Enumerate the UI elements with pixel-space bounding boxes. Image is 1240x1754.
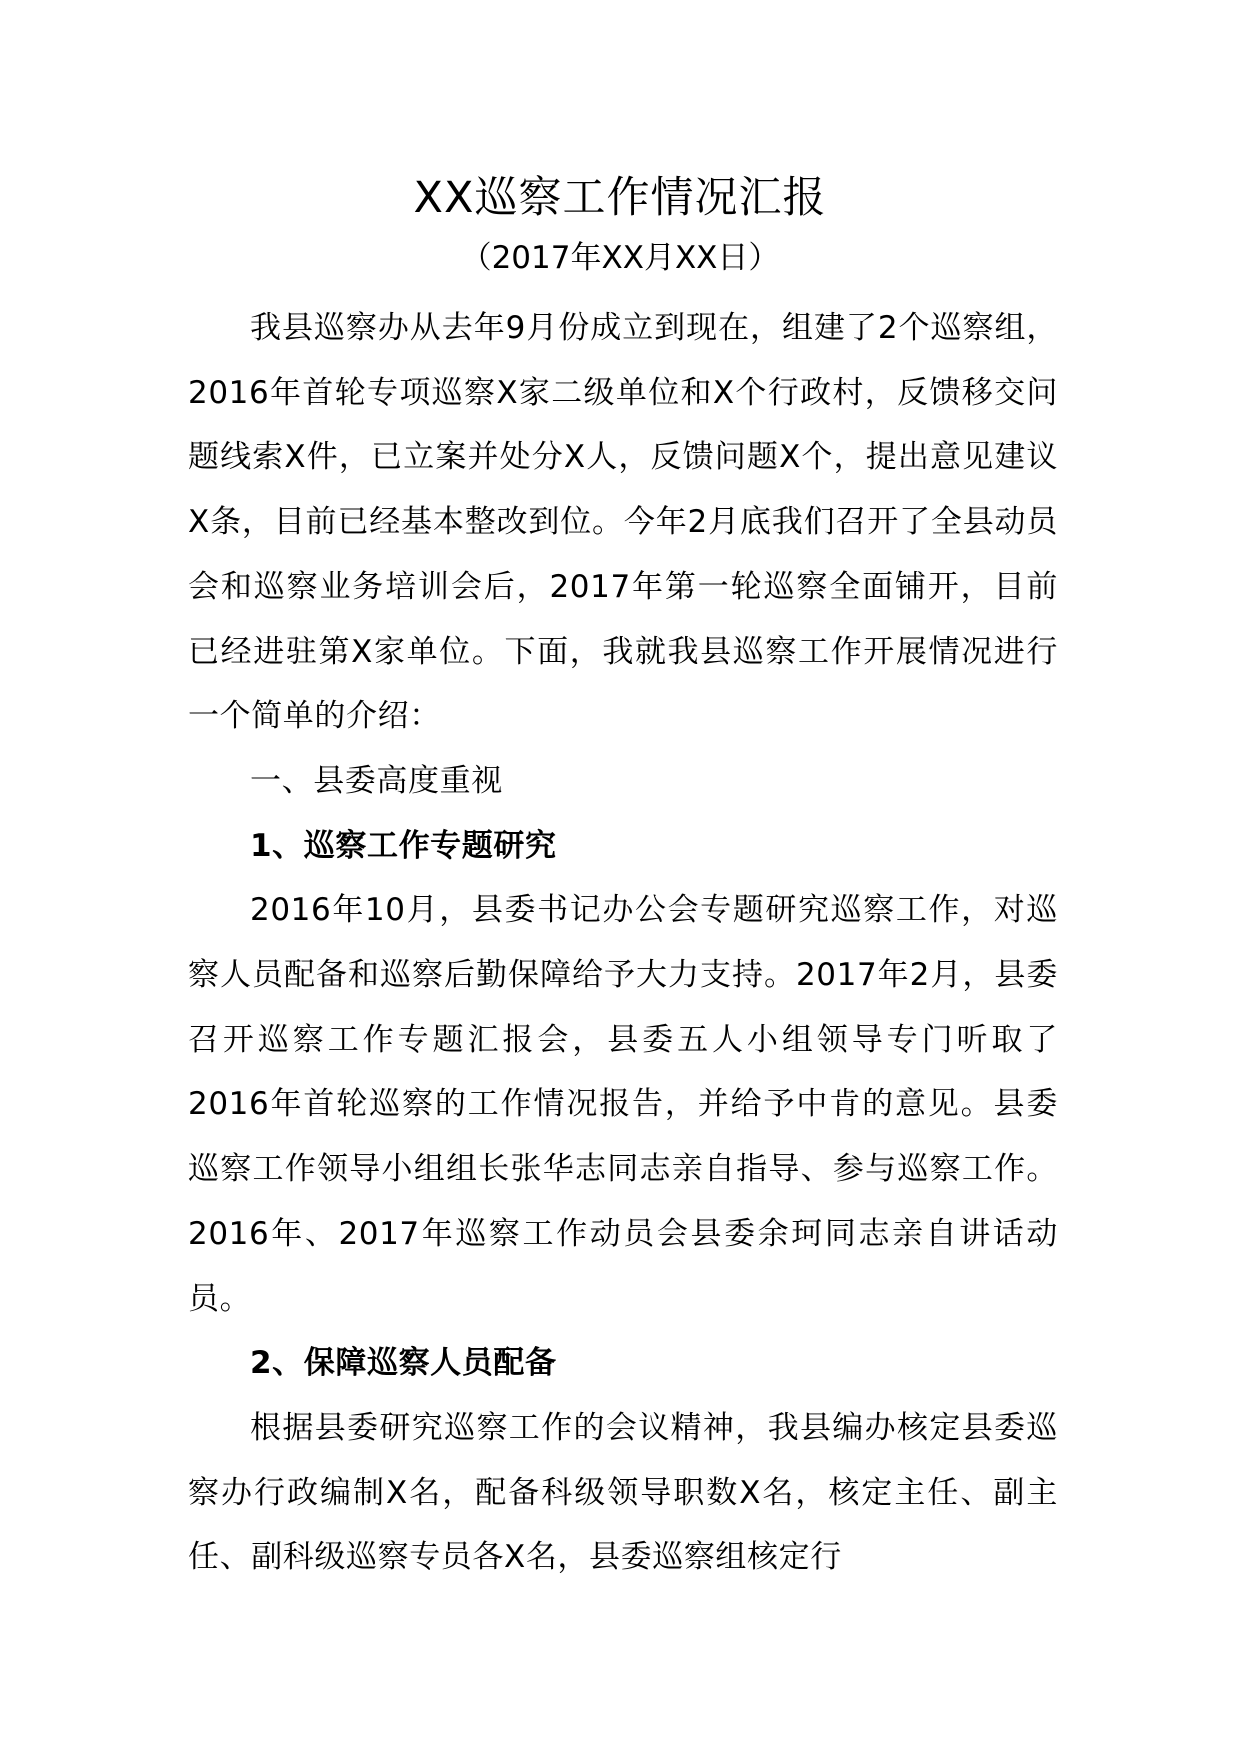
- document-date: （2017年XX月XX日）: [460, 240, 780, 276]
- subsection-heading: 1、巡察工作专题研究: [250, 827, 557, 864]
- document-body: [188, 296, 1058, 1590]
- body-paragraph: 根据县委研究巡察工作的会议精神，我县编办核定县委巡察办行政编制X名，配备科级领导职数X名，核定主任、副主任、副科级巡察专员各X名，县委巡察组核定行: [188, 1409, 1058, 1576]
- subsection-heading: 2、保障巡察人员配备: [250, 1345, 557, 1382]
- body-paragraph: 2016年10月，县委书记办公会专题研究巡察工作，对巡察人员配备和巡察后勤保障给予大力支持。2017年2月，县委召开巡察工作专题汇报会，县委五人小组领导专门听取了2016年首轮巡察的工作情况报告，并给予中肯的意见。县委巡察工作领导小组组长张华志同志亲自指导、参与巡察工作。2016年、2017年巡察工作动员会县委余珂同志亲自讲话动员。: [188, 892, 1058, 1317]
- section-heading: 一、县委高度重视: [250, 762, 503, 799]
- document-title: XX巡察工作情况汇报: [413, 173, 827, 223]
- intro-paragraph: 我县巡察办从去年9月份成立到现在，组建了2个巡察组，2016年首轮专项巡察X家二级单位和X个行政村，反馈移交问题线索X件，已立案并处分X人，反馈问题X个，提出意见建议X条，目前已经基本整改到位。今年2月底我们召开了全县动员会和巡察业务培训会后，2017年第一轮巡察全面铺开，目前已经进驻第X家单位。下面，我就我县巡察工作开展情况进行一个简单的介绍：: [188, 310, 1058, 735]
